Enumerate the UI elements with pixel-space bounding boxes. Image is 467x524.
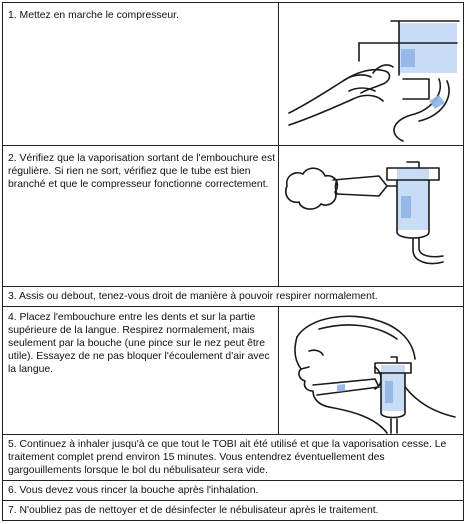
person-inhaling-illustration	[279, 307, 463, 434]
table-row	[3, 481, 463, 501]
step-1-text: 1. Mettez en marche le compresseur.	[8, 10, 179, 21]
step-2-text: 2. Vérifiez que la vaporisation sortant de l'embouchure est régulière. Si rien ne sort, vérifiez que le tube est bien branché et que le compresseur fonctionne correctement.	[8, 153, 276, 190]
step-4-text: 4. Placez l'embouchure entre les dents et sur la partie supérieure de la langue. Respirez normalement, mais seulement par la bouche (une pince sur le nez peut être utile). Essayez de ne pas bloquer l'écoulement d'air avec la langue.	[8, 312, 270, 375]
step-3-text: 3. Assis ou debout, tenez-vous droit de manière à pouvoir respirer normalement.	[8, 291, 378, 302]
compressor-hand-illustration	[279, 3, 463, 145]
step-6-text: 6. Vous devez vous rincer la bouche après l'inhalation.	[8, 485, 259, 496]
instructions-table	[2, 2, 464, 521]
step-7-text: 7. N'oubliez pas de nettoyer et de désinfecter le nébulisateur après le traitement.	[8, 505, 379, 516]
table-row	[3, 501, 463, 520]
table-row	[3, 435, 463, 481]
table-row	[3, 3, 463, 146]
table-row	[3, 287, 463, 307]
step-5-text: 5. Continuez à inhaler jusqu'à ce que tout le TOBI ait été utilisé et que la vaporisation cesse. Le traitement complet prend environ 15 minutes. Vous entendrez éventuellement des gargouillements lorsque le bol du nébulisateur sera vide.	[8, 439, 447, 476]
table-row	[3, 307, 463, 435]
nebulizer-spray-illustration	[279, 146, 463, 286]
table-row	[3, 146, 463, 287]
